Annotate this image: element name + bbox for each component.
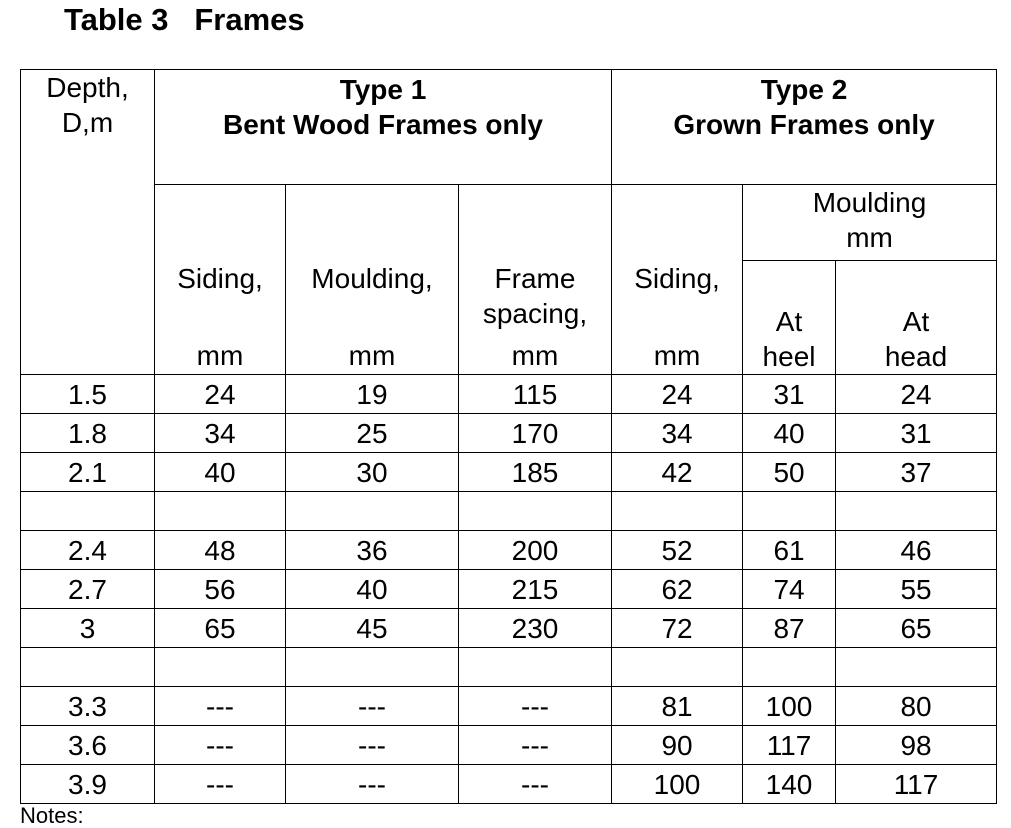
- cell-siding-type1: ---: [155, 687, 286, 726]
- cell-moulding-at-heel: [743, 492, 836, 531]
- cell-moulding-at-head: 98: [836, 726, 997, 765]
- cell-frame-spacing: [459, 648, 612, 687]
- cell-siding-type1: 34: [155, 414, 286, 453]
- cell-moulding-type1: ---: [286, 765, 459, 804]
- cell-depth: [21, 492, 155, 531]
- cell-siding-type2: 72: [612, 609, 743, 648]
- header-type2-line1: Type 2: [760, 74, 848, 105]
- cell-frame-spacing: ---: [459, 726, 612, 765]
- header-siding1-line1: Siding,: [177, 263, 263, 294]
- header-moulding1: [286, 185, 459, 375]
- header-row-columns: [21, 185, 997, 261]
- header-frame-spacing: [459, 185, 612, 375]
- header-row-types: [21, 70, 997, 185]
- cell-moulding-at-heel: 40: [743, 414, 836, 453]
- table-body: [21, 375, 997, 804]
- header-moulding1-unit: mm: [348, 340, 396, 371]
- cell-moulding-at-head: 65: [836, 609, 997, 648]
- header-at-head: [836, 261, 997, 375]
- header-depth: [21, 70, 155, 375]
- cell-siding-type1: 48: [155, 531, 286, 570]
- cell-moulding-type1: ---: [286, 687, 459, 726]
- table-row: [21, 687, 997, 726]
- header-at-head-line1: At: [902, 306, 930, 337]
- table-row: [21, 570, 997, 609]
- cell-moulding-type1: 40: [286, 570, 459, 609]
- header-siding1-unit: mm: [196, 340, 244, 371]
- cell-siding-type2: 24: [612, 375, 743, 414]
- header-siding1: [155, 185, 286, 375]
- cell-moulding-at-heel: 61: [743, 531, 836, 570]
- cell-siding-type1: [155, 492, 286, 531]
- cell-siding-type1: 65: [155, 609, 286, 648]
- cell-siding-type2: 100: [612, 765, 743, 804]
- header-moulding2-unit: mm: [846, 222, 893, 253]
- cell-frame-spacing: 185: [459, 453, 612, 492]
- cell-moulding-at-heel: 140: [743, 765, 836, 804]
- header-moulding2: [743, 185, 997, 261]
- cell-moulding-at-heel: 87: [743, 609, 836, 648]
- header-type2: [612, 70, 997, 185]
- table-row: [21, 726, 997, 765]
- header-frame-spacing-line1: Frame: [494, 263, 576, 294]
- cell-depth: 3.9: [21, 765, 155, 804]
- table-row: [21, 375, 997, 414]
- cell-depth: [21, 648, 155, 687]
- cell-frame-spacing: ---: [459, 687, 612, 726]
- header-type1-line2: Bent Wood Frames only: [223, 109, 543, 140]
- cell-moulding-at-heel: 50: [743, 453, 836, 492]
- notes-label: Notes:: [20, 803, 84, 828]
- header-type1: [155, 70, 612, 185]
- cell-moulding-type1: 45: [286, 609, 459, 648]
- header-depth-line2: D,m: [61, 107, 114, 138]
- table-row: [21, 765, 997, 804]
- cell-depth: 3.3: [21, 687, 155, 726]
- cell-frame-spacing: 215: [459, 570, 612, 609]
- header-at-heel-line1: At: [775, 306, 803, 337]
- cell-siding-type1: 24: [155, 375, 286, 414]
- cell-moulding-at-heel: [743, 648, 836, 687]
- table-spacer-row: [21, 648, 997, 687]
- cell-depth: 1.8: [21, 414, 155, 453]
- cell-moulding-at-heel: 100: [743, 687, 836, 726]
- header-at-head-line2: head: [884, 341, 948, 372]
- cell-siding-type2: 90: [612, 726, 743, 765]
- cell-moulding-at-head: [836, 648, 997, 687]
- header-siding2-line1: Siding,: [634, 263, 720, 294]
- cell-depth: 1.5: [21, 375, 155, 414]
- cell-siding-type2: [612, 648, 743, 687]
- cell-siding-type1: 40: [155, 453, 286, 492]
- cell-moulding-at-head: 80: [836, 687, 997, 726]
- cell-siding-type1: ---: [155, 726, 286, 765]
- header-type2-line2: Grown Frames only: [673, 109, 935, 140]
- table-row: [21, 531, 997, 570]
- table-spacer-row: [21, 492, 997, 531]
- header-depth-line1: Depth,: [46, 72, 129, 103]
- cell-moulding-at-head: 24: [836, 375, 997, 414]
- cell-depth: 2.7: [21, 570, 155, 609]
- cell-siding-type2: 52: [612, 531, 743, 570]
- header-moulding2-line1: Moulding: [812, 187, 927, 218]
- cell-frame-spacing: [459, 492, 612, 531]
- cell-depth: 2.1: [21, 453, 155, 492]
- cell-moulding-at-head: 117: [836, 765, 997, 804]
- table-row: [21, 609, 997, 648]
- cell-moulding-type1: [286, 492, 459, 531]
- cell-depth: 3.6: [21, 726, 155, 765]
- cell-moulding-at-heel: 117: [743, 726, 836, 765]
- cell-moulding-type1: 36: [286, 531, 459, 570]
- cell-moulding-type1: 25: [286, 414, 459, 453]
- cell-moulding-type1: ---: [286, 726, 459, 765]
- header-moulding1-line1: Moulding,: [311, 263, 433, 294]
- header-at-heel: [743, 261, 836, 375]
- header-siding2: [612, 185, 743, 375]
- cell-frame-spacing: 200: [459, 531, 612, 570]
- cell-moulding-at-heel: 74: [743, 570, 836, 609]
- cell-depth: 2.4: [21, 531, 155, 570]
- cell-siding-type1: 56: [155, 570, 286, 609]
- header-type1-line1: Type 1: [339, 74, 427, 105]
- cell-moulding-at-head: 31: [836, 414, 997, 453]
- cell-siding-type2: [612, 492, 743, 531]
- cell-depth: 3: [21, 609, 155, 648]
- header-frame-spacing-line2: spacing,: [482, 298, 588, 329]
- cell-moulding-at-head: 46: [836, 531, 997, 570]
- cell-frame-spacing: 115: [459, 375, 612, 414]
- table-row: [21, 453, 997, 492]
- cell-siding-type2: 62: [612, 570, 743, 609]
- cell-moulding-at-head: [836, 492, 997, 531]
- cell-frame-spacing: 230: [459, 609, 612, 648]
- table-title: Table 3 Frames: [64, 2, 305, 37]
- cell-siding-type1: [155, 648, 286, 687]
- table-row: [21, 414, 997, 453]
- frames-table: [20, 69, 997, 804]
- cell-moulding-type1: [286, 648, 459, 687]
- cell-moulding-type1: 19: [286, 375, 459, 414]
- cell-siding-type1: ---: [155, 765, 286, 804]
- header-siding2-unit: mm: [653, 340, 701, 371]
- cell-siding-type2: 42: [612, 453, 743, 492]
- header-at-heel-line2: heel: [762, 341, 816, 372]
- cell-moulding-type1: 30: [286, 453, 459, 492]
- cell-moulding-at-heel: 31: [743, 375, 836, 414]
- cell-moulding-at-head: 55: [836, 570, 997, 609]
- cell-frame-spacing: 170: [459, 414, 612, 453]
- cell-siding-type2: 81: [612, 687, 743, 726]
- cell-moulding-at-head: 37: [836, 453, 997, 492]
- header-frame-spacing-unit: mm: [511, 340, 559, 371]
- cell-frame-spacing: ---: [459, 765, 612, 804]
- cell-siding-type2: 34: [612, 414, 743, 453]
